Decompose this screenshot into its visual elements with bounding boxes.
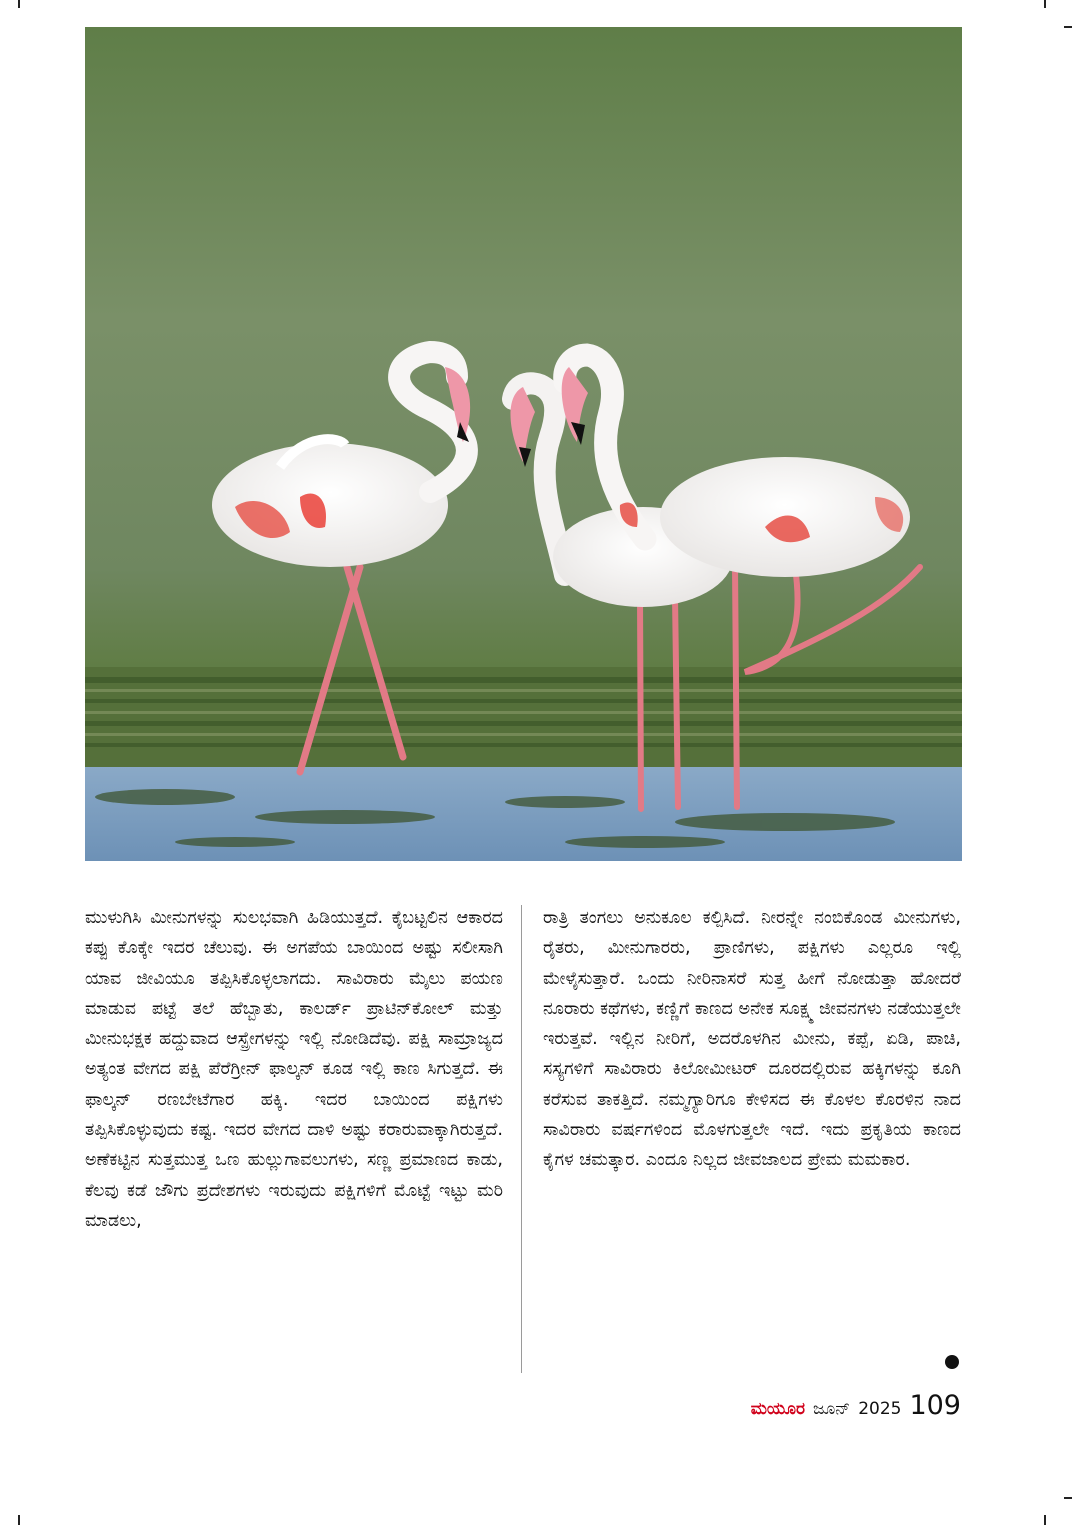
column-divider	[521, 905, 522, 1373]
crop-mark-bottom-right	[1044, 1515, 1046, 1525]
magazine-logo: ಮಯೂರ	[750, 1399, 805, 1419]
issue-year: 2025	[858, 1399, 902, 1419]
article-column-right	[543, 903, 961, 1176]
crop-mark-top-left	[18, 0, 20, 8]
issue-month: ಜೂನ್	[812, 1399, 851, 1419]
article-column-left	[85, 903, 503, 1236]
article-paragraph-left: ಮುಳುಗಿಸಿ ಮೀನುಗಳನ್ನು ಸುಲಭವಾಗಿ ಹಿಡಿಯುತ್ತದೆ. ಕೈಬಟ್ಟಲಿನ ಆಕಾರದ ಕಪ್ಪು ಕೊಕ್ಕೇ ಇದರ ಚೆಲುವು. ಈ ಅಗಪೆಯ ಬಾಯಿಂದ ಅಷ್ಟು ಸಲೀಸಾಗಿ ಯಾವ ಜೀವಿಯೂ ತಪ್ಪಿಸಿಕೊಳ್ಳಲಾಗದು. ಸಾವಿರಾರು ಮೈಲು ಪಯಣ ಮಾಡುವ ಪಟ್ಟೆ ತಲೆ ಹೆಬ್ಬಾತು, ಕಾಲರ್ಡ್ ಪ್ರಾಟಿನ್‌ಕೋಲ್ ಮತ್ತು ಮೀನುಭಕ್ಷಕ ಹದ್ದುವಾದ ಆಸ್ಪ್ರೇಗಳನ್ನು ಇಲ್ಲಿ ನೋಡಿದೆವು. ಪಕ್ಷಿ ಸಾಮ್ರಾಜ್ಯದ ಅತ್ಯಂತ ವೇಗದ ಪಕ್ಷಿ ಪೆರೆಗ್ರೀನ್ ಫಾಲ್ಕನ್ ಕೂಡ ಇಲ್ಲಿ ಕಾಣ ಸಿಗುತ್ತದೆ. ಈ ಫಾಲ್ಕನ್ ರಣಬೇಟೆಗಾರ ಹಕ್ಕಿ. ಇದರ ಬಾಯಿಂದ ಪಕ್ಷಿಗಳು ತಪ್ಪಿಸಿಕೊಳ್ಳುವುದು ಕಷ್ಟ. ಇದರ ವೇಗದ ದಾಳಿ ಅಷ್ಟು ಕರಾರುವಾಕ್ಕಾಗಿರುತ್ತದೆ. ಅಣೆಕಟ್ಟಿನ ಸುತ್ತಮುತ್ತ ಒಣ ಹುಲ್ಲುಗಾವಲುಗಳು, ಸಣ್ಣ ಪ್ರಮಾಣದ ಕಾಡು, ಕೆಲವು ಕಡೆ ಜೌಗು ಪ್ರದೇಶಗಳು ಇರುವುದು ಪಕ್ಷಿಗಳಿಗೆ ಮೊಟ್ಟೆ ಇಟ್ಟು ಮರಿ ಮಾಡಲು,	[85, 908, 503, 1231]
end-of-article-bullet	[945, 1355, 959, 1369]
crop-mark-bottom-left	[18, 1515, 20, 1525]
crop-mark-right-lower	[1064, 1497, 1072, 1499]
page-number: 109	[909, 1390, 961, 1421]
flamingo-photo	[85, 27, 962, 861]
crop-mark-right-upper	[1064, 26, 1072, 28]
crop-mark-top-right	[1044, 0, 1046, 8]
article-paragraph-right: ರಾತ್ರಿ ತಂಗಲು ಅನುಕೂಲ ಕಲ್ಪಿಸಿದೆ. ನೀರನ್ನೇ ನಂಬಿಕೊಂಡ ಮೀನುಗಳು, ರೈತರು, ಮೀನುಗಾರರು, ಪ್ರಾಣಿಗಳು, ಪಕ್ಷಿಗಳು ಎಲ್ಲರೂ ಇಲ್ಲಿ ಮೇಳೈಸುತ್ತಾರೆ. ಒಂದು ನೀರಿನಾಸರೆ ಸುತ್ತ ಹೀಗೆ ನೋಡುತ್ತಾ ಹೋದರೆ ನೂರಾರು ಕಥೆಗಳು, ಕಣ್ಣಿಗೆ ಕಾಣದ ಅನೇಕ ಸೂಕ್ಷ್ಮ ಜೀವನಗಳು ನಡೆಯುತ್ತಲೇ ಇರುತ್ತವೆ. ಇಲ್ಲಿನ ನೀರಿಗೆ, ಅದರೊಳಗಿನ ಮೀನು, ಕಪ್ಪೆ, ಏಡಿ, ಪಾಚಿ, ಸಸ್ಯಗಳಿಗೆ ಸಾವಿರಾರು ಕಿಲೋಮೀಟರ್ ದೂರದಲ್ಲಿರುವ ಹಕ್ಕಿಗಳನ್ನು ಕೂಗಿ ಕರೆಸುವ ತಾಕತ್ತಿದೆ. ನಮ್ಮಗ್ಯಾರಿಗೂ ಕೇಳಿಸದ ಈ ಕೊಳಲ ಕೊರಳಿನ ನಾದ ಸಾವಿರಾರು ವರ್ಷಗಳಿಂದ ಮೊಳಗುತ್ತಲೇ ಇದೆ. ಇದು ಪ್ರಕೃತಿಯ ಕಾಣದ ಕೈಗಳ ಚಮತ್ಕಾರ. ಎಂದೂ ನಿಲ್ಲದ ಜೀವಜಾಲದ ಪ್ರೇಮ ಮಮಕಾರ.	[543, 908, 962, 1171]
page-footer	[751, 1390, 961, 1421]
